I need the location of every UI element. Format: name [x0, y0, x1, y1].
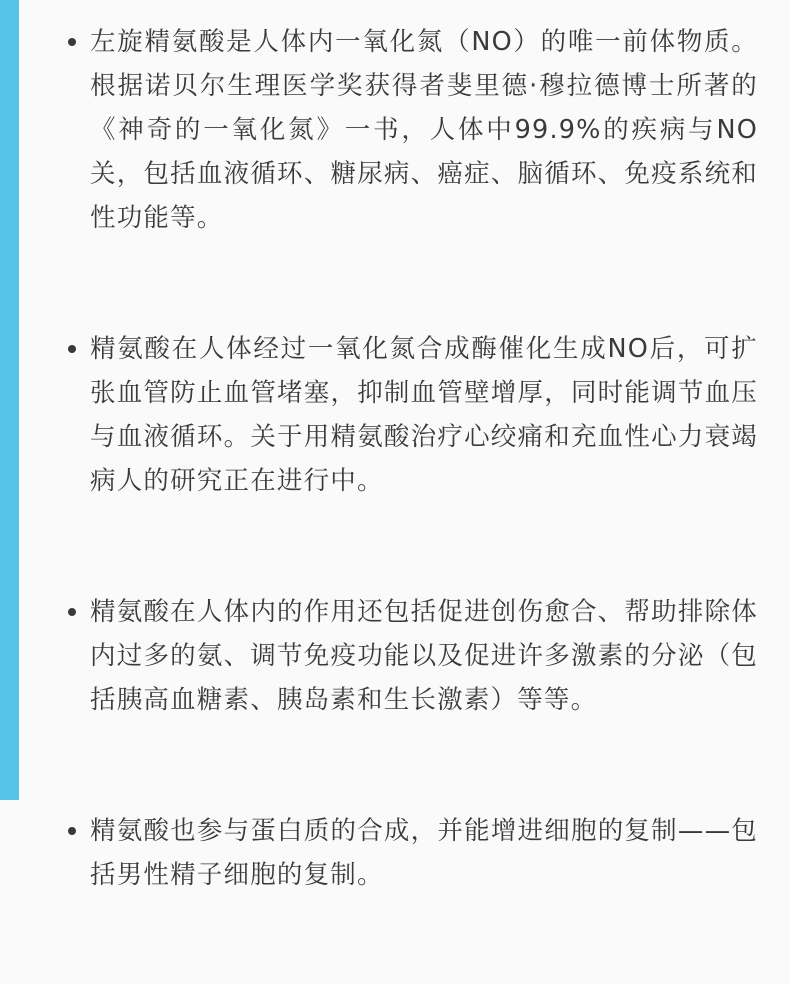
bullet-list	[68, 20, 758, 984]
bullet-item-arginine-no-precursor: 左旋精氨酸是人体内一氧化氮（NO）的唯一前体物质。根据诺贝尔生理医学奖获得者斐里德·穆拉德博士所著的《神奇的一氧化氮》一书，人体中99.9%的疾病与NO关，包括血液循环、糖尿病、癌症、脑循环、免疫系统和性功能等。	[68, 20, 758, 240]
left-accent-bar	[0, 0, 19, 800]
bullet-item-protein-synthesis: 精氨酸也参与蛋白质的合成，并能增进细胞的复制——包括男性精子细胞的复制。	[68, 809, 758, 897]
bullet-item-vascular-effects: 精氨酸在人体经过一氧化氮合成酶催化生成NO后，可扩张血管防止血管堵塞，抑制血管壁增厚，同时能调节血压与血液循环。关于用精氨酸治疗心绞痛和充血性心力衰竭病人的研究正在进行中。	[68, 327, 758, 503]
bullet-item-other-functions: 精氨酸在人体内的作用还包括促进创伤愈合、帮助排除体内过多的氨、调节免疫功能以及促进许多激素的分泌（包括胰高血糖素、胰岛素和生长激素）等等。	[68, 590, 758, 722]
